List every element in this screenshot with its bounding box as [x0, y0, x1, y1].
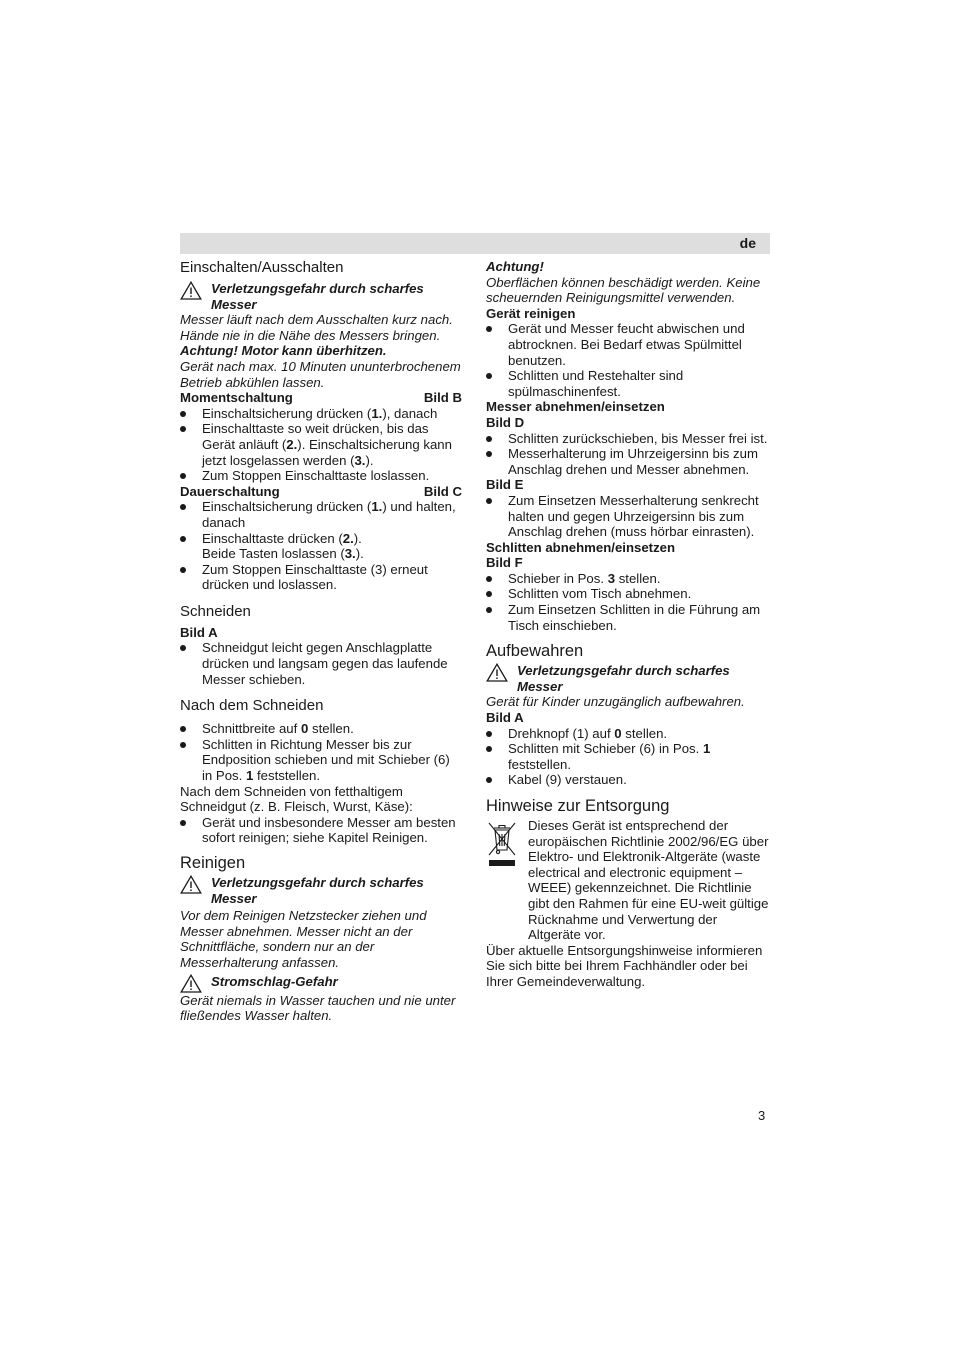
- list-item: [486, 368, 770, 399]
- item-text: Zum Einsetzen Schlitten in die Führung am Tisch einschieben.: [508, 602, 761, 633]
- section-title-onoff: Einschalten/Ausschalten: [180, 259, 344, 276]
- item-text: Messerhalterung im Uhrzeigersinn bis zum Anschlag drehen und Messer abnehmen.: [508, 446, 758, 477]
- item-text: Einschaltsicherung drücken (: [202, 499, 372, 515]
- disposal-text: Dieses Gerät ist entsprechend der europäischen Richtlinie 2002/96/EG über Elektro- und Elektronik-Altgeräte (waste electrical and electronic equipment – WEEE) gekennzeichnet. Die Richtlinie gibt den Rahmen für eine EU-weit gültige Rücknahme und Verwertung der Altgeräte vor.: [528, 818, 769, 943]
- bullet-list: [180, 721, 462, 783]
- warning-text: Gerät für Kinder unzugänglich aufbewahren.: [486, 694, 745, 710]
- list-item: [486, 446, 770, 477]
- item-text: Schlitten in Richtung Messer bis zur Endposition schieben und mit Schieber (6) in Pos.: [202, 736, 450, 784]
- item-text: Zum Stoppen Einschalttaste loslassen.: [202, 468, 430, 484]
- figure-ref: Bild D: [486, 414, 525, 430]
- warning-triangle-icon: [180, 875, 202, 894]
- item-text: Schnittbreite auf: [202, 721, 301, 737]
- header-bar: [180, 233, 770, 254]
- bullet-list: [180, 406, 462, 484]
- item-text: feststellen.: [253, 768, 321, 784]
- figure-ref: Bild B: [423, 390, 462, 406]
- list-item: [180, 721, 462, 737]
- item-text: Schlitten zurückschieben, bis Messer frei ist.: [508, 430, 768, 446]
- item-text: stellen.: [308, 721, 354, 737]
- figure-ref: Bild A: [486, 710, 524, 726]
- warning-title: Verletzungsgefahr durch scharfes Messer: [211, 875, 424, 906]
- section-title-reinigen: Reinigen: [180, 854, 246, 872]
- bold-ref: 1: [245, 768, 254, 784]
- caution-text: Oberflächen können beschädigt werden. Keine scheuernden Reinigungsmittel verwenden.: [486, 274, 761, 306]
- section-title-schneiden: Schneiden: [180, 602, 251, 620]
- list-item: [180, 640, 462, 687]
- warning-block: [486, 663, 770, 694]
- item-text: Einschalttaste so weit drücken, bis das Gerät anläuft (: [202, 421, 429, 452]
- item-text: Kabel (9) verstauen.: [508, 772, 627, 788]
- subheading-geraet-reinigen: Gerät reinigen: [486, 305, 576, 321]
- section-title-entsorgung: Hinweise zur Entsorgung: [486, 797, 670, 815]
- item-text: Zum Stoppen Einschalttaste (3) erneut drücken und loslassen.: [202, 561, 428, 593]
- bold-ref: 3.: [344, 546, 356, 562]
- list-item: [486, 493, 770, 540]
- item-text: Zum Einsetzen Messerhalterung senkrecht halten und gegen Uhrzeigersinn bis zum Anschlag drehen (muss hörbar einrasten).: [508, 492, 759, 540]
- warning-block: [180, 974, 462, 993]
- motor-warning-text: Gerät nach max. 10 Minuten ununterbrochenem Betrieb abkühlen lassen.: [180, 358, 461, 390]
- item-text: Schlitten vom Tisch abnehmen.: [508, 586, 692, 602]
- warning-triangle-icon: [180, 974, 202, 993]
- item-text: Schlitten mit Schieber (6) in Pos.: [508, 741, 703, 757]
- item-text: ), danach: [382, 405, 438, 421]
- bold-ref: 0: [614, 725, 622, 741]
- item-text: ) und halten, danach: [202, 499, 456, 530]
- bullet-list: [486, 493, 770, 540]
- subheading-messer: Messer abnehmen/einsetzen: [486, 399, 665, 415]
- item-text: feststellen.: [508, 756, 572, 772]
- crossed-bin-icon: [486, 820, 518, 868]
- list-item: [180, 499, 462, 530]
- caution-title: Achtung!: [486, 259, 544, 274]
- warning-text: Messer läuft nach dem Ausschalten kurz nach. Hände nie in die Nähe des Messers bringen.: [180, 312, 453, 343]
- subheading-moment: Momentschaltung: [180, 390, 293, 406]
- item-text: ). Einschaltsicherung kann jetzt losgelassen werden (: [202, 436, 452, 468]
- figure-ref: Bild E: [486, 477, 524, 493]
- item-text: Gerät und insbesondere Messer am besten sofort reinigen; siehe Kapitel Reinigen.: [202, 814, 456, 846]
- list-item: [486, 586, 770, 602]
- item-text: ). Beide Tasten loslassen (: [202, 530, 362, 562]
- warning-title: Verletzungsgefahr durch scharfes Messer: [517, 663, 730, 694]
- bold-ref: 3.: [354, 452, 366, 468]
- item-text: Schneidgut leicht gegen Anschlagplatte drücken und langsam gegen das laufende Messer schieben.: [202, 640, 448, 687]
- list-item: [180, 406, 462, 422]
- body-text: Nach dem Schneiden von fetthaltigem Schneidgut (z. B. Fleisch, Wurst, Käse):: [180, 783, 413, 815]
- subheading-row: [180, 484, 462, 500]
- bold-ref: 3: [607, 570, 616, 586]
- bullet-list: [486, 571, 770, 633]
- warning-title: Stromschlag-Gefahr: [211, 973, 338, 989]
- list-item: [180, 468, 462, 484]
- warning-triangle-icon: [180, 281, 202, 300]
- subheading-row: [180, 390, 462, 406]
- item-text: Einschaltsicherung drücken (: [202, 405, 372, 421]
- list-item: [486, 571, 770, 587]
- bold-ref: 0: [300, 721, 309, 737]
- list-item: [180, 815, 462, 846]
- list-item: [486, 741, 770, 772]
- bullet-list: [180, 640, 462, 687]
- bullet-list: [486, 321, 770, 399]
- subheading-schlitten: Schlitten abnehmen/einsetzen: [486, 539, 676, 555]
- disposal-info-text: Über aktuelle Entsorgungshinweise informieren Sie sich bitte bei Ihrem Fachhändler oder bei Ihrer Gemeindeverwaltung.: [486, 942, 763, 989]
- bullet-list: [486, 431, 770, 478]
- list-item: [180, 421, 462, 468]
- warning-block: [180, 281, 462, 312]
- warning-block: [180, 875, 462, 906]
- item-text: Drehknopf (1) auf: [508, 725, 615, 741]
- warning-text: Vor dem Reinigen Netzstecker ziehen und Messer abnehmen. Messer nicht an der Schnittfläche, sondern nur an der Messerhalterung anfassen.: [180, 908, 427, 970]
- left-column: [180, 259, 462, 1024]
- item-text: ).: [365, 452, 374, 468]
- motor-warning-title: Achtung! Motor kann überhitzen.: [180, 343, 387, 359]
- figure-ref: Bild A: [180, 624, 218, 640]
- item-text: stellen.: [615, 570, 661, 586]
- section-title-aufbewahren: Aufbewahren: [486, 642, 584, 661]
- figure-ref: Bild C: [423, 483, 462, 499]
- list-item: [486, 431, 770, 447]
- item-text: ).: [355, 546, 364, 562]
- bullet-list: [180, 499, 462, 593]
- item-text: stellen.: [621, 725, 668, 741]
- bullet-list: [486, 726, 770, 788]
- item-text: Schlitten und Restehalter sind spülmaschinenfest.: [508, 368, 684, 399]
- item-text: Schieber in Pos.: [508, 570, 608, 586]
- bold-ref: 1.: [371, 405, 383, 421]
- weee-block: [486, 818, 770, 943]
- figure-ref: Bild F: [486, 555, 523, 571]
- warning-text: Gerät niemals in Wasser tauchen und nie unter fließendes Wasser halten.: [180, 992, 456, 1024]
- subheading-dauer: Dauerschaltung: [180, 483, 280, 499]
- warning-triangle-icon: [486, 663, 508, 682]
- section-title-nach-schneiden: Nach dem Schneiden: [180, 697, 324, 715]
- warning-title: Verletzungsgefahr durch scharfes Messer: [211, 281, 424, 312]
- bold-ref: 1.: [371, 499, 383, 515]
- bullet-list: [180, 815, 462, 846]
- list-item: [180, 737, 462, 784]
- list-item: [486, 321, 770, 368]
- right-column: [486, 259, 770, 990]
- bold-ref: 1: [702, 741, 711, 757]
- bold-ref: 2.: [286, 436, 298, 452]
- bold-ref: 2.: [342, 530, 354, 546]
- list-item: [180, 562, 462, 593]
- item-text: Gerät und Messer feucht abwischen und abtrocknen. Bei Bedarf etwas Spülmittel benutzen.: [508, 321, 745, 368]
- list-item: [486, 602, 770, 633]
- list-item: [486, 772, 770, 788]
- page-number: 3: [758, 1108, 766, 1123]
- item-text: Einschalttaste drücken (: [202, 530, 343, 546]
- list-item: [486, 726, 770, 742]
- language-code: de: [739, 235, 756, 251]
- list-item: [180, 531, 462, 562]
